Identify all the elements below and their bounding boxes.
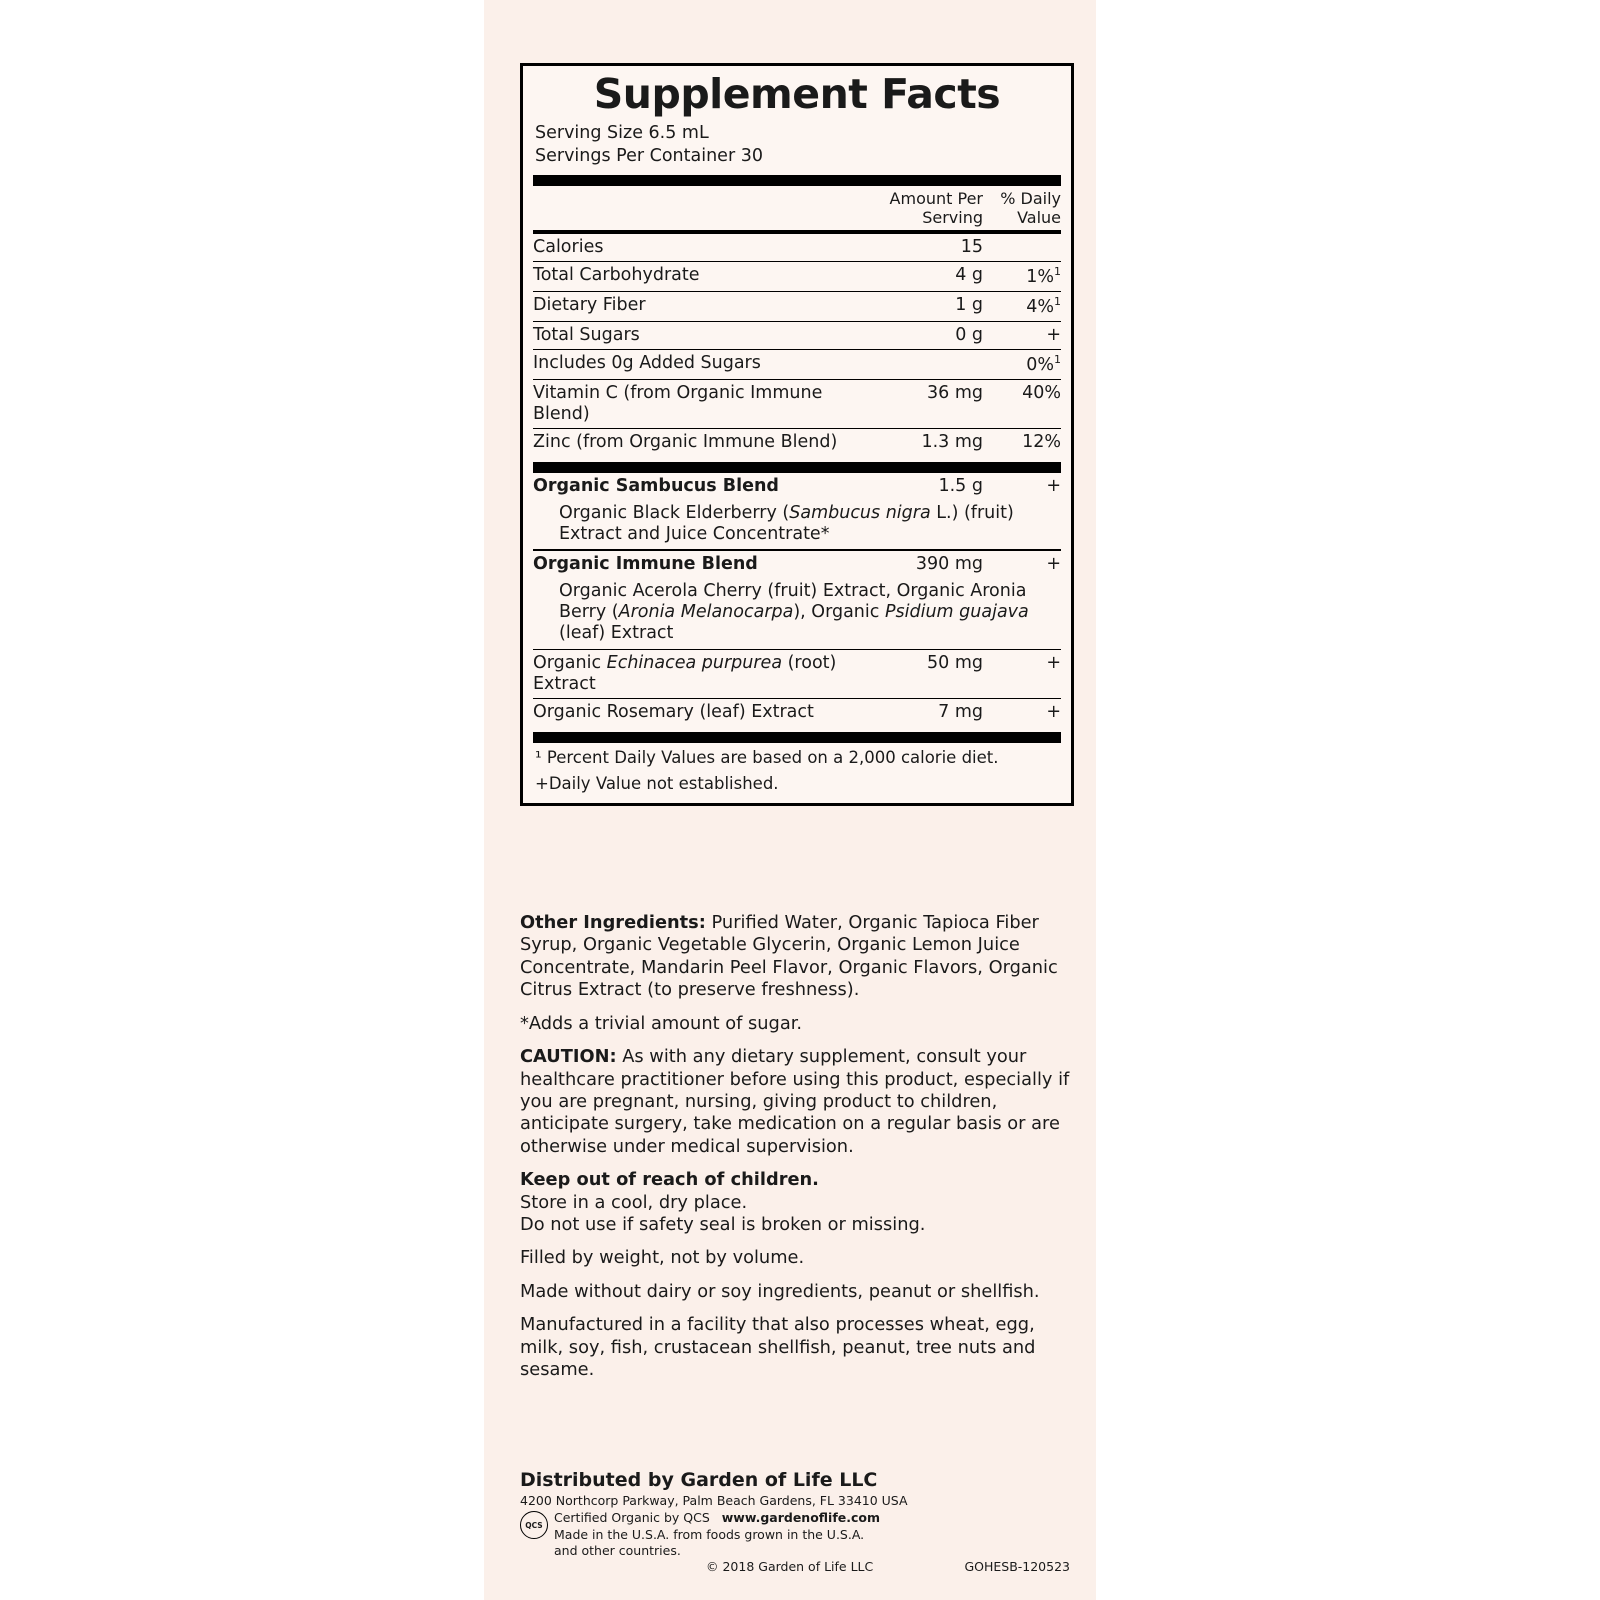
nutrient-dv	[983, 234, 1061, 262]
nutrient-amount: 1.3 mg	[875, 428, 983, 456]
other-ingredients-text: Purified Water, Organic Tapioca Fiber Syrup, Organic Vegetable Glycerin, Organic Lemon Juice Concentrate, Mandarin Peel Flavor, Organic Flavors, Organic Citrus Extract (to preserve freshness).	[520, 912, 1058, 1001]
distributed-by: Distributed by Garden of Life LLC	[520, 1469, 878, 1492]
blend-desc-part: ), Organic	[793, 602, 885, 623]
header-amount-per-serving	[875, 186, 983, 230]
blends-table	[533, 473, 1061, 500]
dv-footnote-marker: 1	[1054, 265, 1061, 279]
copyright-text: © 2018 Garden of Life LLC	[706, 1559, 874, 1574]
ingredient-dv: +	[983, 699, 1061, 727]
nutrient-name: Vitamin C (from Organic Immune Blend)	[533, 379, 875, 428]
blend-desc-part-italic: Sambucus nigra	[789, 502, 931, 523]
table-row	[533, 699, 1061, 727]
caution-text: As with any dietary supplement, consult your healthcare practitioner before using this product, especially if you are pregnant, nursing, giving product to children, anticipate surgery, take medication on a regular basis or are otherwise under medical supervision.	[520, 1046, 1070, 1157]
lot-code: GOHESB-120523	[964, 1559, 1070, 1574]
blend-name: Organic Immune Blend	[533, 553, 758, 574]
ingredient-name-part: Organic	[533, 653, 607, 674]
blend-dv: +	[1046, 553, 1061, 574]
dv-footnote-marker: 1	[1054, 352, 1061, 366]
dv-footnote-marker: 1	[1054, 294, 1061, 308]
product-label-panel	[484, 0, 1096, 1600]
nutrient-dv	[983, 291, 1061, 321]
table-row	[533, 473, 1061, 500]
table-row	[533, 234, 1061, 262]
blend-description	[533, 500, 1061, 550]
copyright-row	[520, 1559, 1080, 1574]
keep-out-of-reach: Keep out of reach of children.	[520, 1169, 819, 1191]
certified-organic-line	[554, 1510, 880, 1526]
table-row	[533, 428, 1061, 456]
caution-label: CAUTION:	[520, 1046, 617, 1068]
allergen-statement: Manufactured in a facility that also processes wheat, egg, milk, soy, fish, crustacean shellfish, peanut, tree nuts and sesame.	[520, 1314, 1036, 1381]
storage-instruction: Store in a cool, dry place.	[520, 1191, 748, 1213]
table-row	[533, 551, 1061, 578]
blend-desc-part: (leaf) Extract	[559, 623, 674, 644]
header-dv-line2: Value	[1017, 207, 1061, 227]
nutrient-dv: +	[983, 321, 1061, 349]
supplement-facts-title: Supplement Facts	[593, 70, 1001, 118]
made-without-note: Made without dairy or soy ingredients, peanut or shellfish.	[520, 1280, 1040, 1302]
blend-amount: 390 mg	[915, 553, 983, 574]
nutrient-amount	[875, 349, 983, 379]
header-amount-line1: Amount Per	[889, 188, 983, 208]
nutrient-amount: 36 mg	[875, 379, 983, 428]
divider-thick-bottom	[533, 732, 1061, 743]
blend-desc-part: Organic Acerola Cherry (fruit) Extract, Organic Aronia Berry (	[559, 580, 1027, 623]
table-row	[533, 650, 1061, 699]
ingredient-amount: 50 mg	[927, 653, 983, 674]
qcs-seal-icon: QCS	[520, 1511, 548, 1539]
divider-thick-top	[533, 175, 1061, 186]
nutrient-dv	[983, 262, 1061, 292]
header-dv-line1: % Daily	[1000, 188, 1061, 208]
serving-size: Serving Size 6.5 mL	[535, 122, 709, 143]
blend-description	[533, 578, 1061, 649]
certification-row	[520, 1510, 1080, 1559]
nutrient-name: Calories	[533, 237, 604, 258]
header-amount-line2: Serving	[922, 207, 983, 227]
caution-paragraph	[520, 1046, 1074, 1158]
table-row	[533, 379, 1061, 428]
trivial-sugar-note: *Adds a trivial amount of sugar.	[520, 1012, 803, 1034]
header-spacer	[533, 186, 875, 230]
dv-value: 1%	[1026, 266, 1054, 287]
nutrient-name: Dietary Fiber	[533, 291, 875, 321]
ingredient-name	[533, 650, 875, 699]
dv-value: 4%	[1026, 296, 1054, 317]
ingredient-name-part: (root) Extract	[533, 653, 837, 695]
nutrient-name: Zinc (from Organic Immune Blend)	[533, 428, 875, 456]
blend-desc-part: L.) (fruit) Extract and Juice Concentrate*	[559, 502, 1014, 544]
nutrient-amount: 15	[960, 237, 983, 258]
nutrient-dv: 12%	[983, 428, 1061, 456]
label-body-text	[520, 912, 1074, 1393]
certification-lines	[554, 1510, 880, 1559]
footnote-not-established: +Daily Value not established.	[535, 774, 779, 794]
nutrient-name: Total Carbohydrate	[533, 262, 875, 292]
blend-desc-part-italic: Psidium guajava	[884, 602, 1029, 623]
ingredient-name: Organic Rosemary (leaf) Extract	[533, 699, 875, 727]
nutrient-name: Includes 0g Added Sugars	[533, 349, 875, 379]
header-daily-value	[983, 186, 1061, 230]
blend-name: Organic Sambucus Blend	[533, 475, 779, 496]
table-row	[533, 321, 1061, 349]
table-row	[533, 262, 1061, 292]
divider-thick-mid	[533, 462, 1061, 473]
nutrient-amount: 4 g	[875, 262, 983, 292]
nutrient-name: Total Sugars	[533, 321, 875, 349]
single-ingredients-table	[533, 650, 1061, 726]
blend-amount: 1.5 g	[938, 475, 983, 496]
nutrient-amount: 0 g	[875, 321, 983, 349]
supplement-facts-panel	[520, 63, 1074, 806]
label-footer	[520, 1469, 1080, 1574]
nutrient-dv	[983, 349, 1061, 379]
table-row	[533, 349, 1061, 379]
website-link[interactable]: www.gardenoflife.com	[721, 1510, 881, 1526]
footnote-daily-value: ¹ Percent Daily Values are based on a 2,000 calorie diet.	[535, 748, 999, 768]
supplement-facts-table	[533, 186, 1061, 230]
copyright-spacer	[520, 1559, 706, 1574]
nutrient-amount: 1 g	[875, 291, 983, 321]
ingredient-dv: +	[1046, 653, 1061, 674]
other-ingredients-paragraph	[520, 912, 1074, 1002]
ingredient-amount: 7 mg	[875, 699, 983, 727]
certified-organic-text: Certified Organic by QCS	[554, 1510, 710, 1526]
nutrient-rows-table	[533, 234, 1061, 455]
other-ingredients-label: Other Ingredients:	[520, 912, 706, 933]
blend-desc-part-italic: Aronia Melanocarpa	[618, 602, 794, 623]
safety-seal-warning: Do not use if safety seal is broken or missing.	[520, 1214, 926, 1236]
servings-per-container: Servings Per Container 30	[535, 146, 763, 167]
company-address: 4200 Northcorp Parkway, Palm Beach Gardens, FL 33410 USA	[520, 1493, 908, 1509]
blend-desc-part: Organic Black Elderberry (	[559, 502, 790, 523]
table-header-row	[533, 186, 1061, 230]
immune-blend-table	[533, 551, 1061, 578]
ingredient-name-part-italic: Echinacea purpurea	[606, 653, 783, 674]
blend-dv: +	[1046, 475, 1061, 496]
nutrient-dv: 40%	[983, 379, 1061, 428]
made-in-usa-line1: Made in the U.S.A. from foods grown in the U.S.A.	[554, 1526, 865, 1542]
dv-value: 0%	[1026, 354, 1054, 375]
filled-by-weight-note: Filled by weight, not by volume.	[520, 1247, 805, 1269]
table-row	[533, 291, 1061, 321]
made-in-usa-line2: and other countries.	[554, 1542, 681, 1558]
